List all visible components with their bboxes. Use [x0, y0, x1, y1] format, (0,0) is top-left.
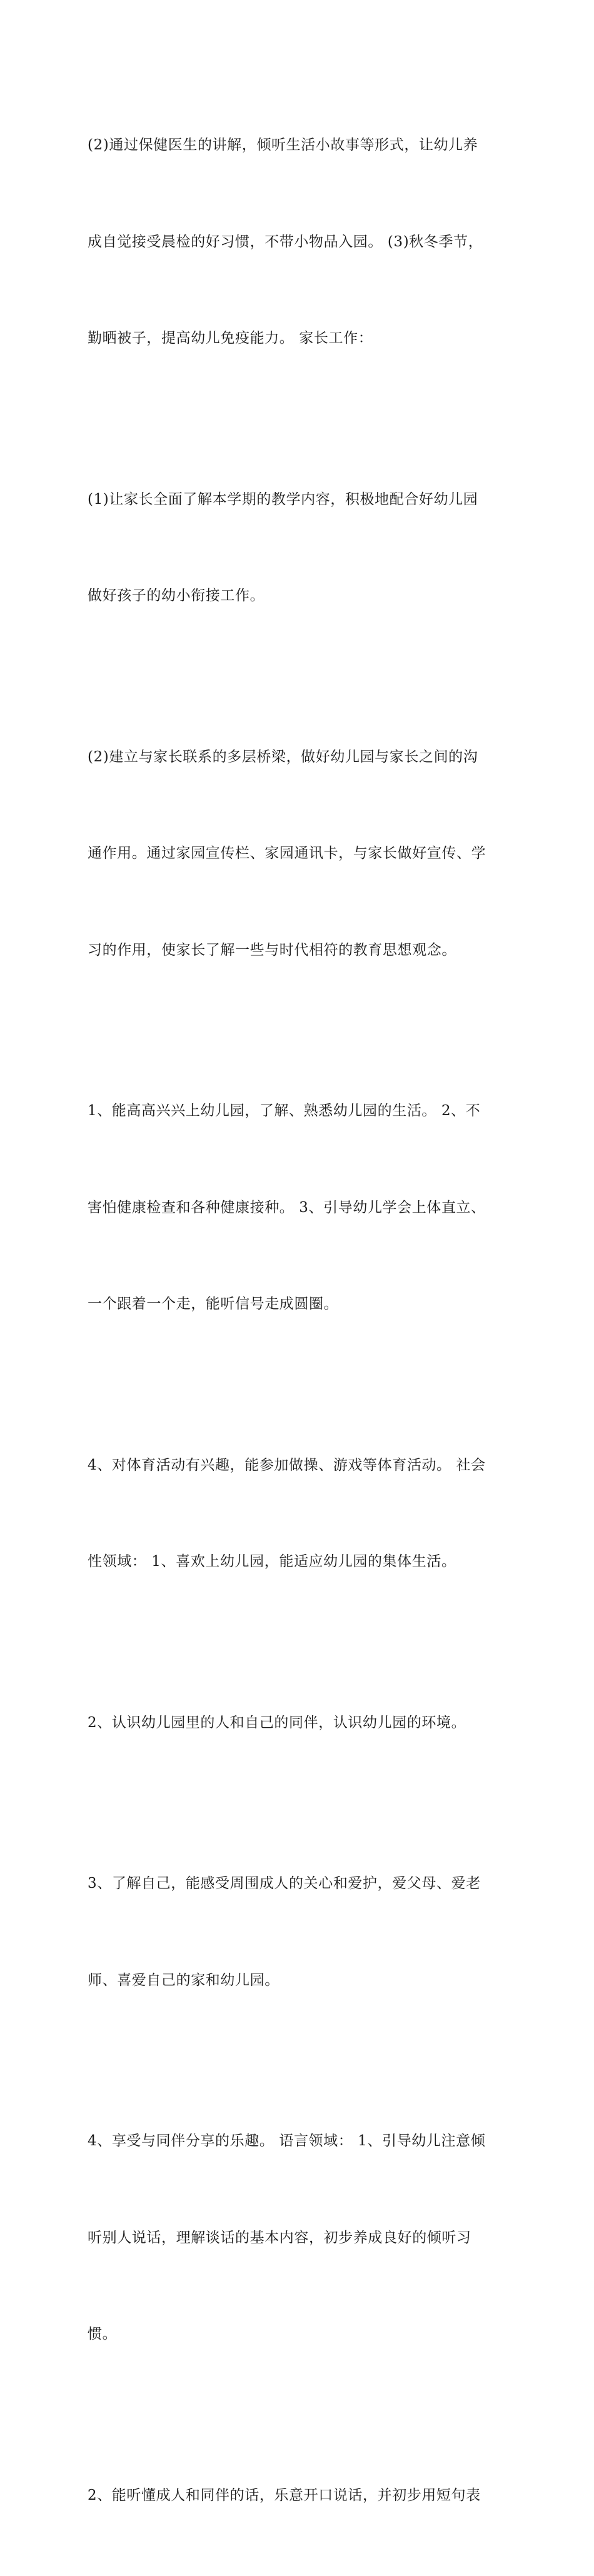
text-line: 4、对体育活动有兴趣，能参加做操、游戏等体育活动。 社会	[88, 1450, 513, 1482]
text-line: 惯。	[88, 2318, 513, 2351]
text-line: (2)通过保健医生的讲解，倾听生活小故事等形式，让幼儿养	[88, 129, 513, 162]
text-line: 习的作用，使家长了解一些与时代相符的教育思想观念。	[88, 935, 513, 967]
paragraph-language-2	[88, 2415, 513, 2576]
text-line: 2、能听懂成人和同伴的话，乐意开口说话，并初步用短句表	[88, 2480, 513, 2512]
text-line: (2)建立与家长联系的多层桥梁，做好幼儿园与家长之间的沟	[88, 741, 513, 774]
paragraph-pe-social	[88, 1385, 513, 1643]
document-page	[0, 0, 594, 768]
text-line: 成自觉接受晨检的好习惯，不带小物品入园。 (3)秋冬季节，	[88, 226, 513, 259]
text-line: 一个跟着一个走，能听信号走成圆圈。	[88, 1288, 513, 1321]
paragraph-health-habits	[88, 65, 513, 419]
text-line: 性领域： 1、喜欢上幼儿园，能适应幼儿园的集体生活。	[88, 1546, 513, 1578]
paragraph-parent-work-2	[88, 677, 513, 1031]
text-line: 师、喜爱自己的家和幼儿园。	[88, 1965, 513, 1997]
paragraph-parent-work-1	[88, 419, 513, 677]
text-line: 1、能高高兴兴上幼儿园，了解、熟悉幼儿园的生活。 2、不	[88, 1095, 513, 1128]
text-line: 通作用。通过家园宣传栏、家园通讯卡，与家长做好宣传、学	[88, 838, 513, 870]
text-line: (1)让家长全面了解本学期的教学内容，积极地配合好幼儿园	[88, 484, 513, 516]
paragraph-social-2	[88, 1643, 513, 1804]
text-line: 害怕健康检查和各种健康接种。 3、引导幼儿学会上体直立、	[88, 1192, 513, 1225]
paragraph-social-3	[88, 1803, 513, 2061]
text-line: 3、了解自己，能感受周围成人的关心和爱护，爱父母、爱老	[88, 1868, 513, 1900]
text-line: 2、认识幼儿园里的人和自己的同伴，认识幼儿园的环境。	[88, 1707, 513, 1740]
paragraph-language-1	[88, 2061, 513, 2415]
text-line: 4、享受与同伴分享的乐趣。 语言领域： 1、引导幼儿注意倾	[88, 2125, 513, 2158]
text-line: 勤晒被子，提高幼儿免疫能力。 家长工作：	[88, 323, 513, 355]
text-line: 听别人说话，理解谈话的基本内容，初步养成良好的倾听习	[88, 2222, 513, 2255]
document-body	[88, 65, 513, 2576]
text-line: 做好孩子的幼小衔接工作。	[88, 580, 513, 613]
paragraph-health-goals	[88, 1031, 513, 1385]
